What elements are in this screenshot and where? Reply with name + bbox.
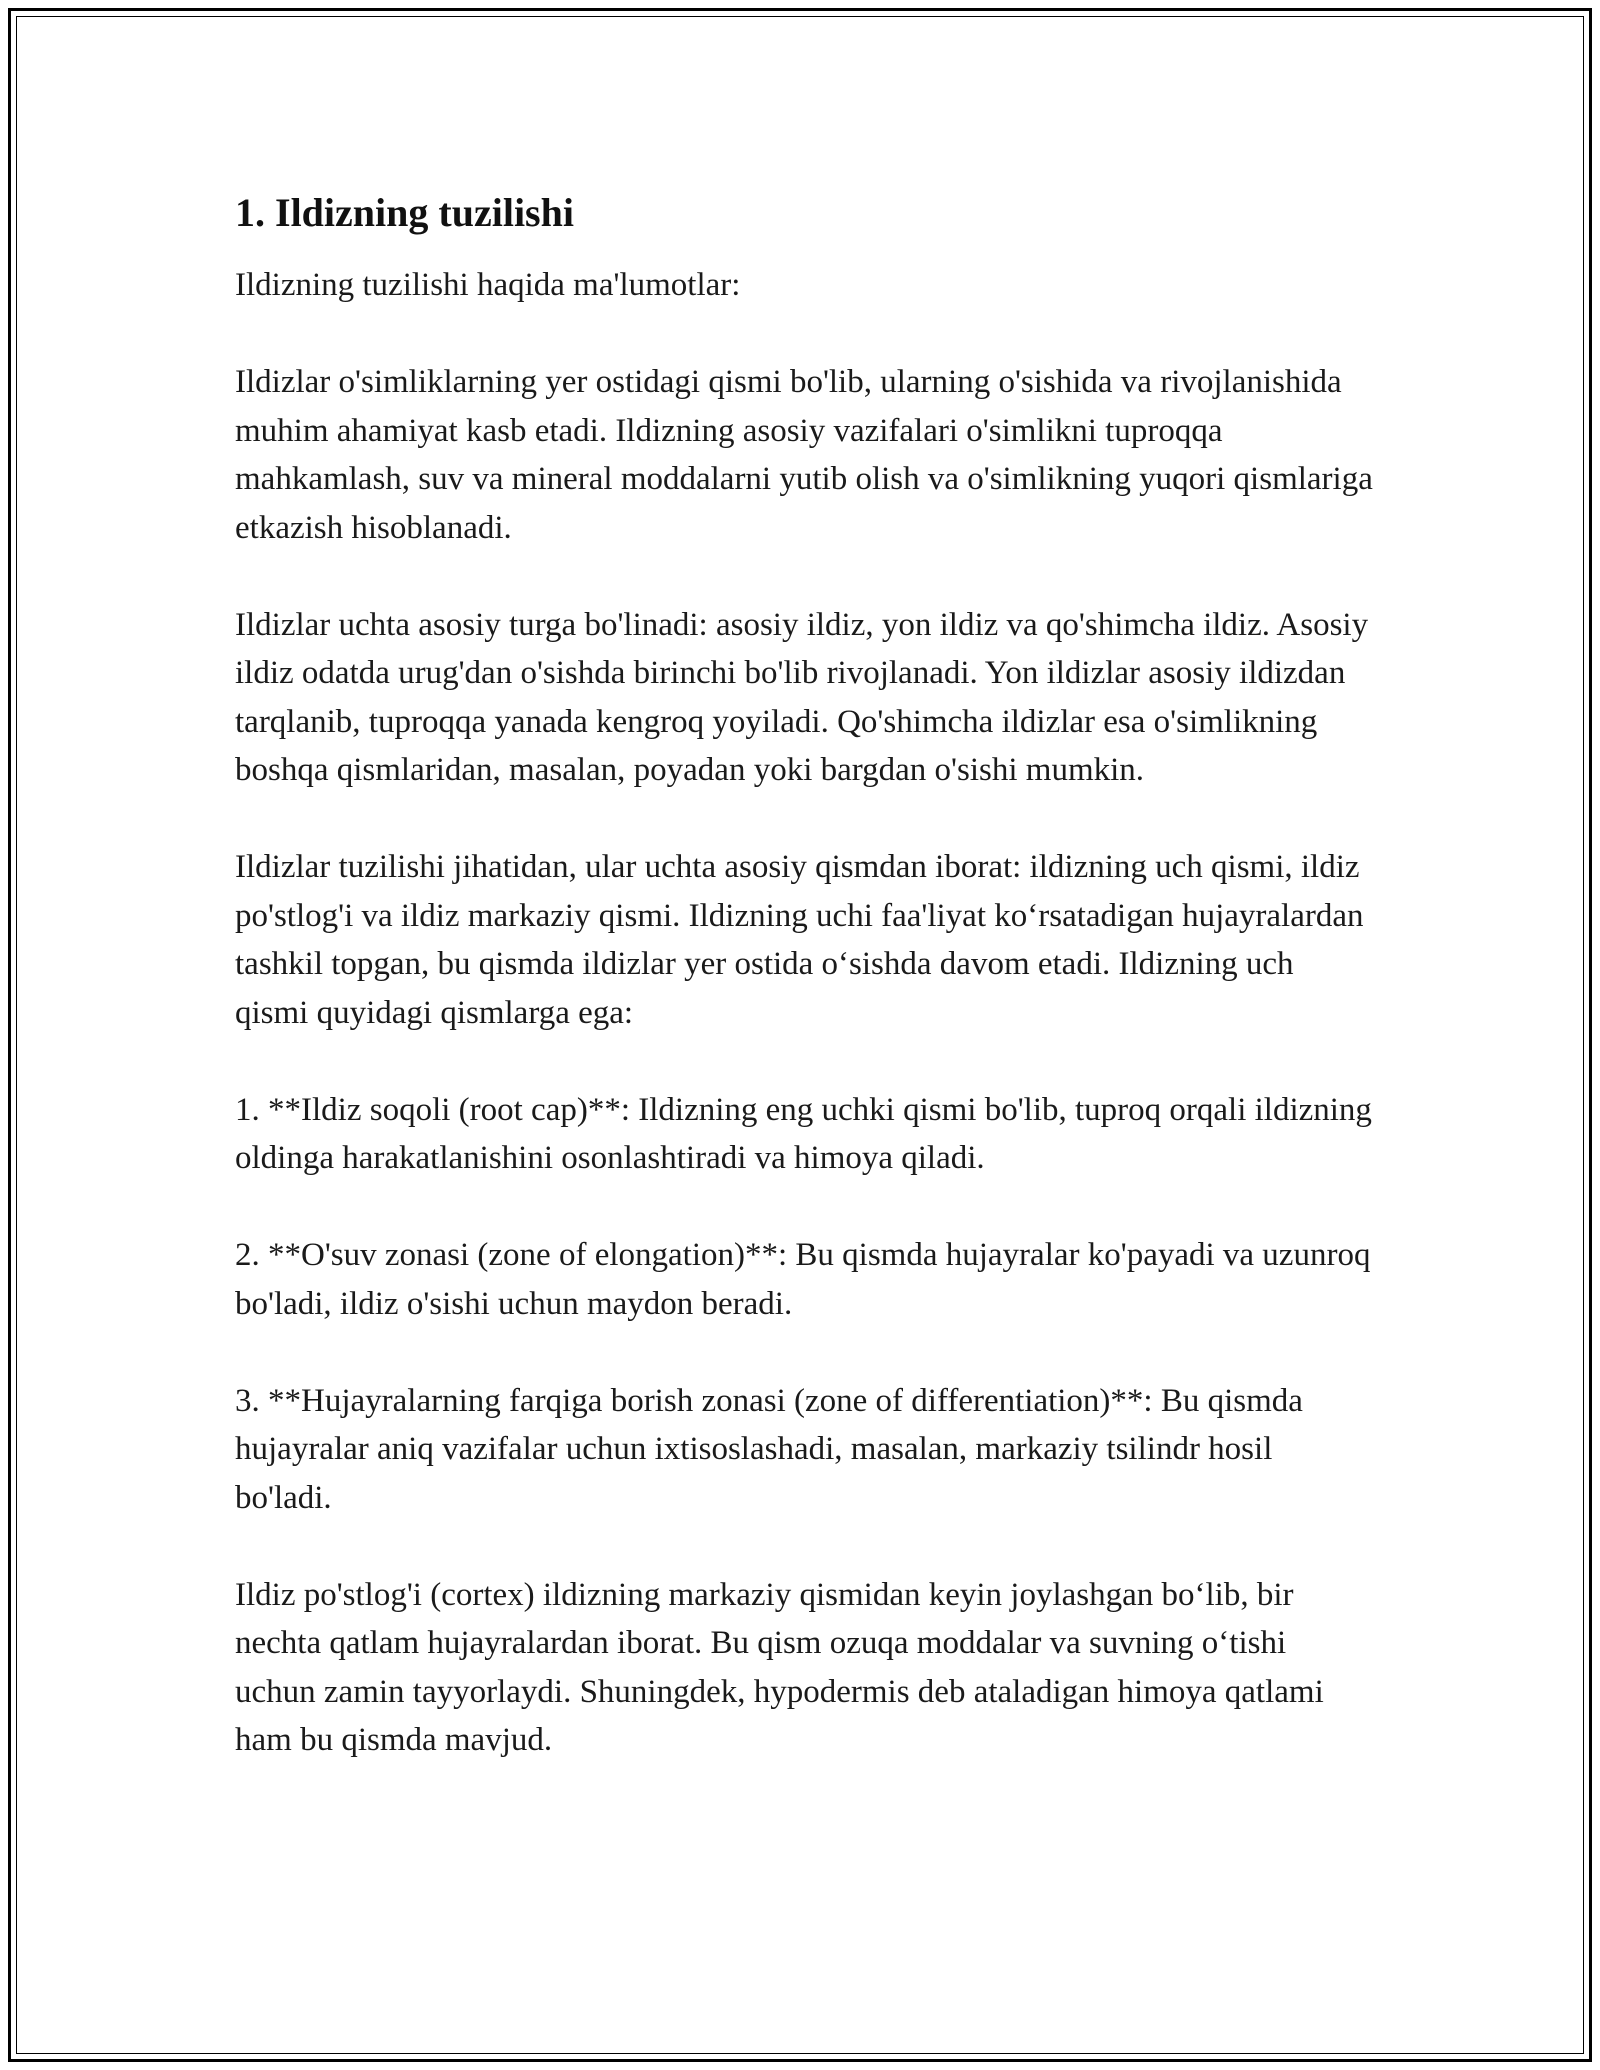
section-title: 1. Ildizning tuzilishi [235,190,574,235]
paragraph-root-structure: Ildizlar tuzilishi jihatidan, ular uchta asosiy qismdan iborat: ildizning uch qismi, ildiz po'stlog'i va ildiz markaziy qismi. Ildizning uchi faa'liyat ko‘rsatadigan hujayralardan tashkil topgan, bu qismda ildizlar yer ostida o‘sishda davom etadi. Ildizning uch qismi quyidagi qismlarga ega: [235,849,1364,1031]
list-item-elongation-zone: 2. **O'suv zonasi (zone of elongation)**: Bu qismda hujayralar ko'payadi va uzunroq bo'ladi, ildiz o'sishi uchun maydon beradi. [235,1237,1371,1322]
paragraph-cortex: Ildiz po'stlog'i (cortex) ildizning markaziy qismidan keyin joylashgan bo‘lib, bir nechta qatlam hujayralardan iborat. Bu qism ozuqa moddalar va suvning o‘tishi uchun zamin tayyorlaydi. Shuningdek, hypodermis deb ataladigan himoya qatlami ham bu qismda mavjud. [235,1576,1324,1758]
paragraph-root-types: Ildizlar uchta asosiy turga bo'linadi: asosiy ildiz, yon ildiz va qo'shimcha ildiz. Asosiy ildiz odatda urug'dan o'sishda birinchi bo'lib rivojlanadi. Yon ildizlar asosiy ildizdan tarqlanib, tuproqqa yanada kengroq yoyiladi. Qo'shimcha ildizlar esa o'simlikning boshqa qismlaridan, masalan, poyadan yoki bargdan o'sishi mumkin. [235,606,1369,788]
document-body [235,185,1375,1765]
paragraph-overview: Ildizlar o'simliklarning yer ostidagi qismi bo'lib, ularning o'sishida va rivojlanishida muhim ahamiyat kasb etadi. Ildizning asosiy vazifalari o'simlikni tuproqqa mahkamlash, suv va mineral moddalarni yutib olish va o'simlikning yuqori qismlariga etkazish hisoblanadi. [235,364,1373,546]
list-item-differentiation-zone: 3. **Hujayralarning farqiga borish zonasi (zone of differentiation)**: Bu qismda hujayralar aniq vazifalar uchun ixtisoslashadi, masalan, markaziy tsilindr hosil bo'ladi. [235,1382,1303,1516]
paragraph-intro: Ildizning tuzilishi haqida ma'lumotlar: [235,267,741,303]
list-item-root-cap: 1. **Ildiz soqoli (root cap)**: Ildizning eng uchki qismi bo'lib, tuproq orqali ildizning oldinga harakatlanishini osonlashtiradi va himoya qiladi. [235,1091,1372,1176]
